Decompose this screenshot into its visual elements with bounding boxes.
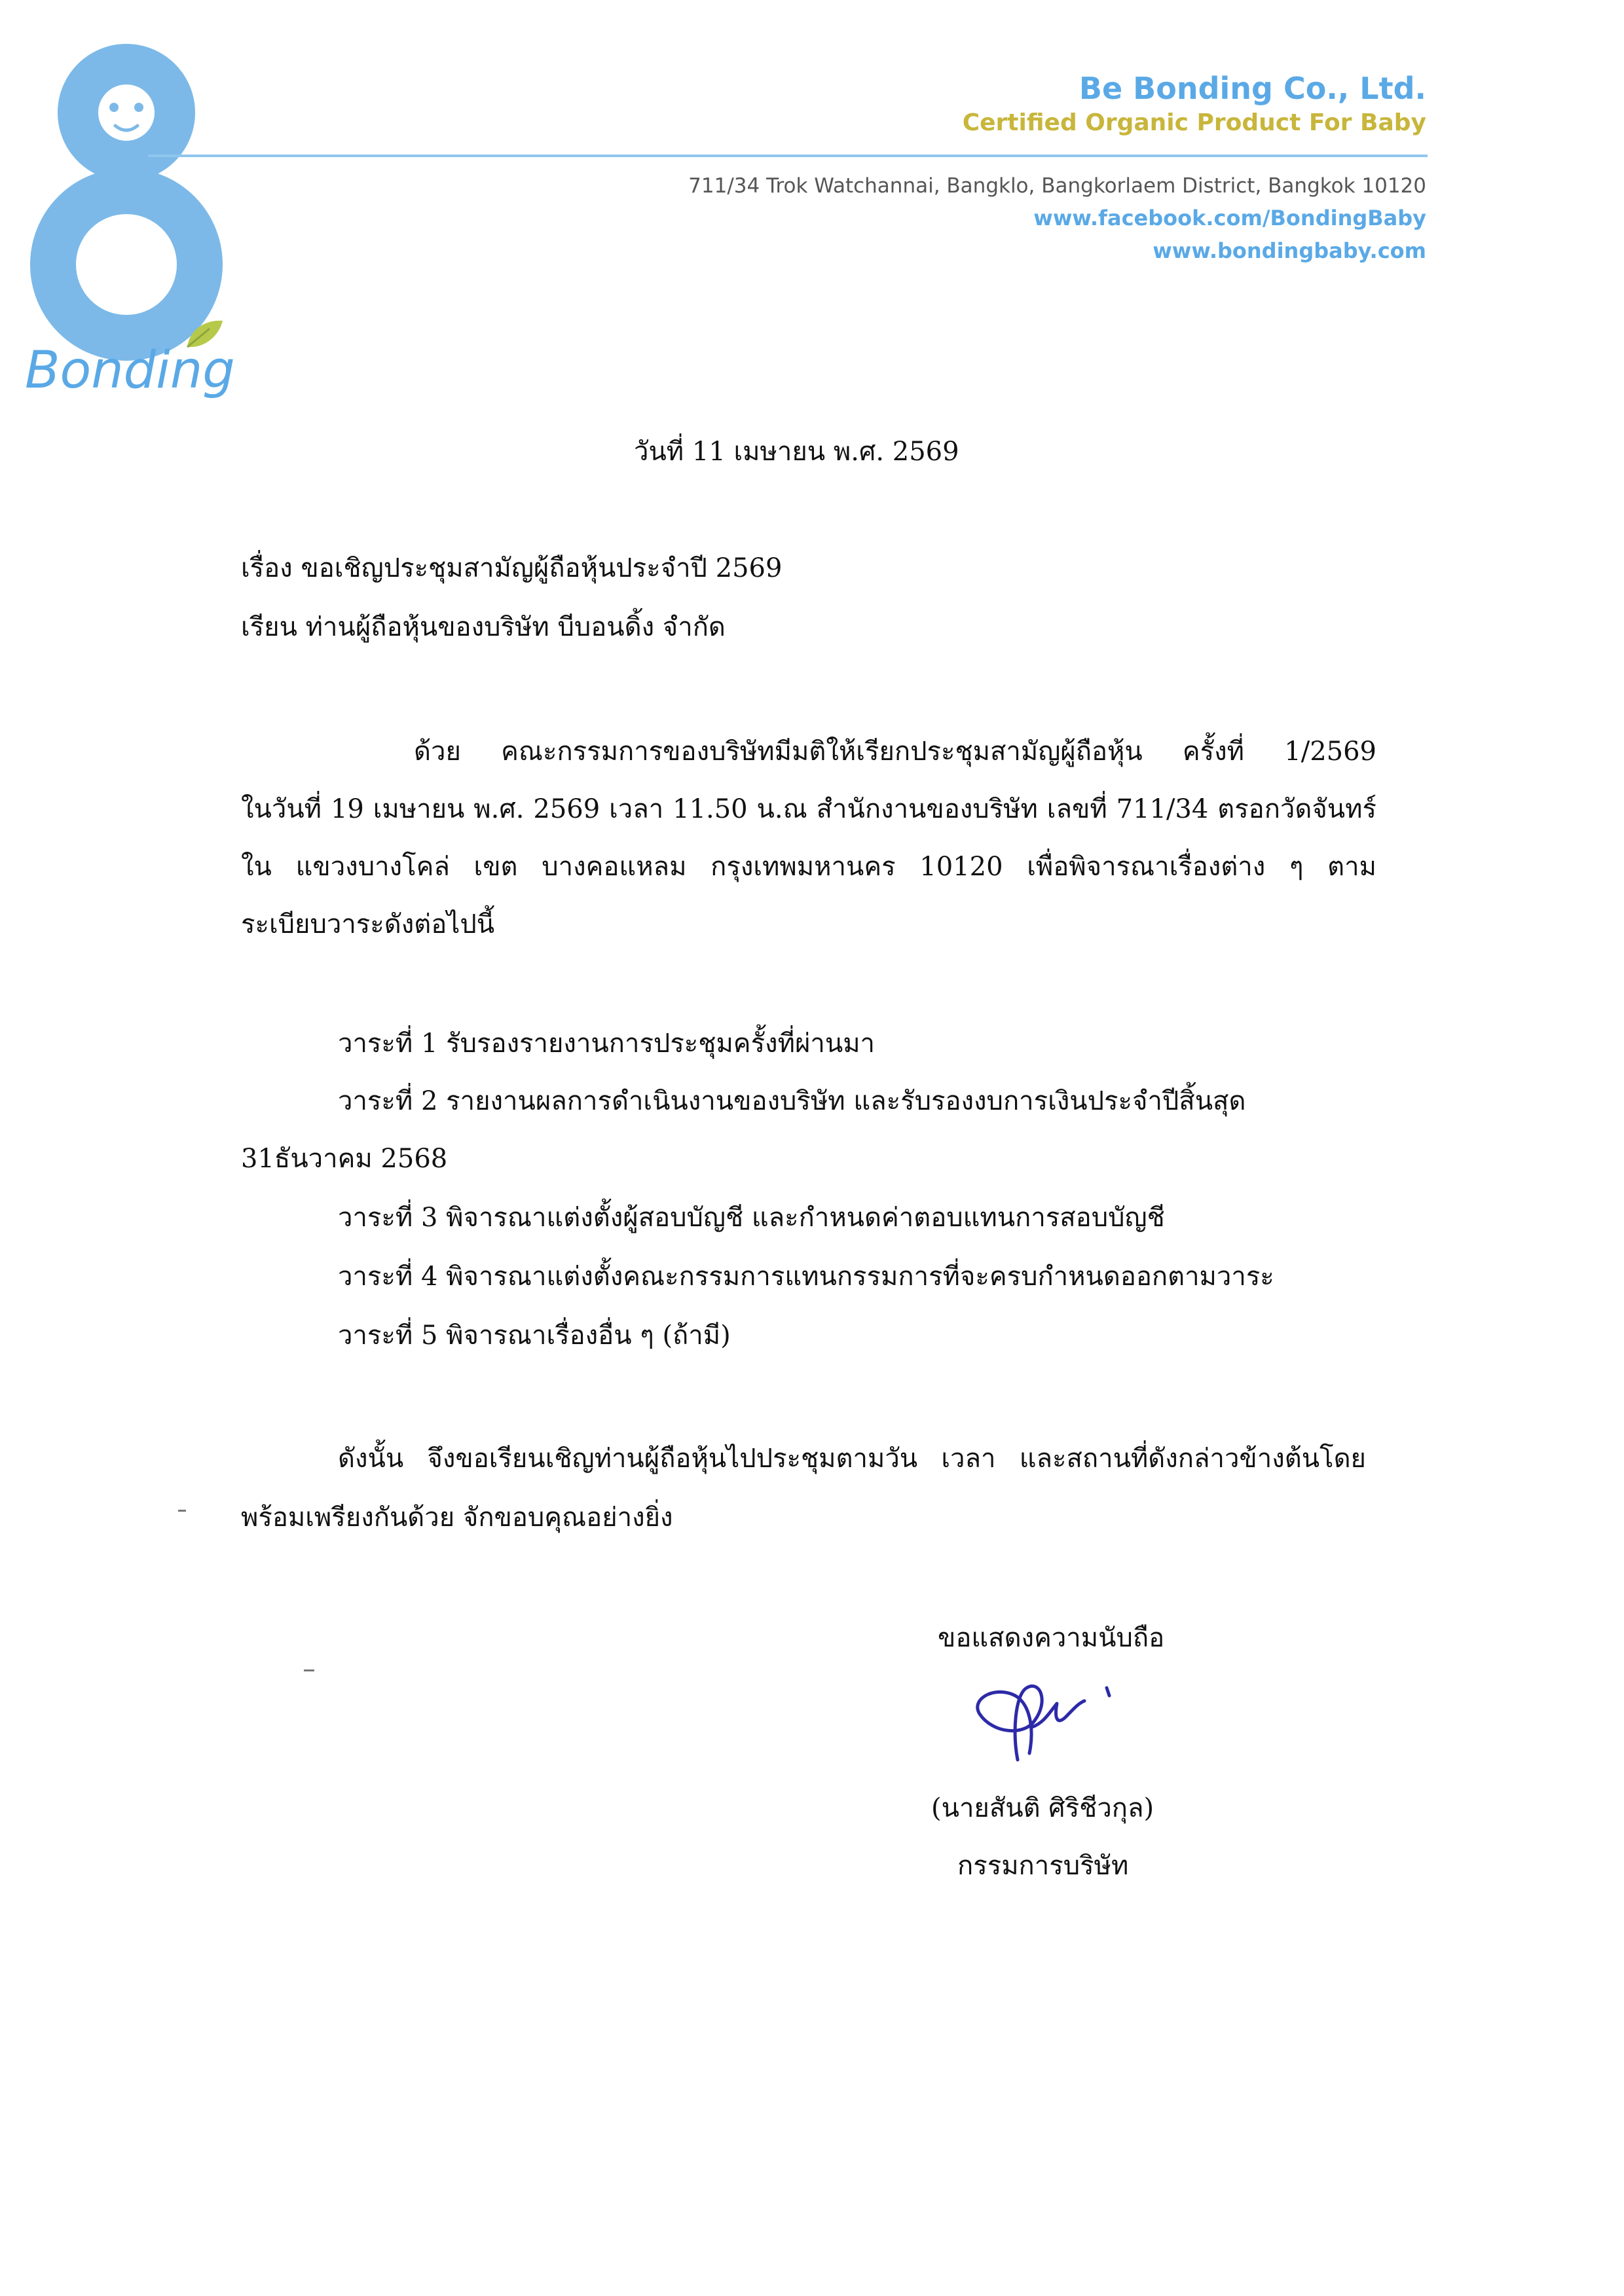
logo-body-circle: [53, 191, 200, 338]
body-paragraph-line: ใน แขวงบางโคล่ เขต บางคอแหลม กรุงเทพมหานคร 10120 เพื่อพิจารณาเรื่องต่าง ๆ ตาม: [241, 852, 1376, 882]
company-address: 711/34 Trok Watchannai, Bangklo, Bangkorlaem District, Bangkok 10120: [688, 174, 1426, 198]
closing-paragraph-line: พร้อมเพรียงกันด้วย จักขอบคุณอย่างยิ่ง: [241, 1503, 673, 1533]
agenda-item: วาระที่ 1 รับรองรายงานการประชุมครั้งที่ผ่านมา: [338, 1029, 876, 1059]
handwritten-signature: [967, 1655, 1176, 1786]
scan-speck: [178, 1510, 186, 1512]
agenda-item: วาระที่ 3 พิจารณาแต่งตั้งผู้สอบบัญชี และกำหนดค่าตอบแทนการสอบบัญชี: [338, 1203, 1165, 1233]
logo-wordmark: Bonding: [25, 341, 235, 400]
company-tagline: Certified Organic Product For Baby: [962, 109, 1426, 136]
body-paragraph-line: ระเบียบวาระดังต่อไปนี้: [241, 909, 495, 939]
logo-eye-left: [109, 103, 119, 112]
logo-eye-right: [134, 103, 143, 112]
signer-name: (นายสันติ ศิริชีวกุล): [931, 1793, 1154, 1823]
facebook-link[interactable]: www.facebook.com/BondingBaby: [1033, 206, 1426, 230]
logo-face-circle: [78, 64, 175, 161]
bonding-logo: [18, 42, 241, 409]
logo-smile: [115, 126, 138, 130]
scan-speck: [304, 1669, 314, 1671]
body-paragraph-line: ด้วย คณะกรรมการของบริษัทมีมติให้เรียกประชุมสามัญผู้ถือหุ้น ครั้งที่ 1/2569: [414, 737, 1376, 767]
letter-addressee: เรียน ท่านผู้ถือหุ้นของบริษัท บีบอนดิ้ง จำกัด: [241, 612, 726, 642]
letter-subject: เรื่อง ขอเชิญประชุมสามัญผู้ถือหุ้นประจำปี 2569: [241, 553, 783, 583]
signer-title: กรรมการบริษัท: [957, 1851, 1129, 1881]
agenda-item: วาระที่ 4 พิจารณาแต่งตั้งคณะกรรมการแทนกรรมการที่จะครบกำหนดออกตามวาระ: [338, 1262, 1274, 1292]
company-heading: [963, 69, 1426, 139]
website-link[interactable]: www.bondingbaby.com: [1153, 238, 1426, 263]
complimentary-close: ขอแสดงความนับถือ: [938, 1623, 1165, 1653]
header-divider: [148, 155, 1428, 157]
company-contact: [688, 170, 1426, 267]
agenda-item: วาระที่ 2 รายงานผลการดำเนินงานของบริษัท และรับรองงบการเงินประจำปีสิ้นสุด: [338, 1086, 1246, 1116]
letter-date: วันที่ 11 เมษายน พ.ศ. 2569: [634, 437, 959, 467]
agenda-item-continued: 31ธันวาคม 2568: [241, 1144, 448, 1174]
agenda-item: วาระที่ 5 พิจารณาเรื่องอื่น ๆ (ถ้ามี): [338, 1321, 731, 1351]
closing-paragraph-line: ดังนั้น จึงขอเรียนเชิญท่านผู้ถือหุ้นไปประชุมตามวัน เวลา และสถานที่ดังกล่าวข้างต้นโดย: [338, 1444, 1366, 1474]
body-paragraph-line: ในวันที่ 19 เมษายน พ.ศ. 2569 เวลา 11.50 น.ณ สำนักงานของบริษัท เลขที่ 711/34 ตรอกวัดจันทร์: [241, 794, 1376, 824]
company-name: Be Bonding Co., Ltd.: [1079, 71, 1426, 106]
